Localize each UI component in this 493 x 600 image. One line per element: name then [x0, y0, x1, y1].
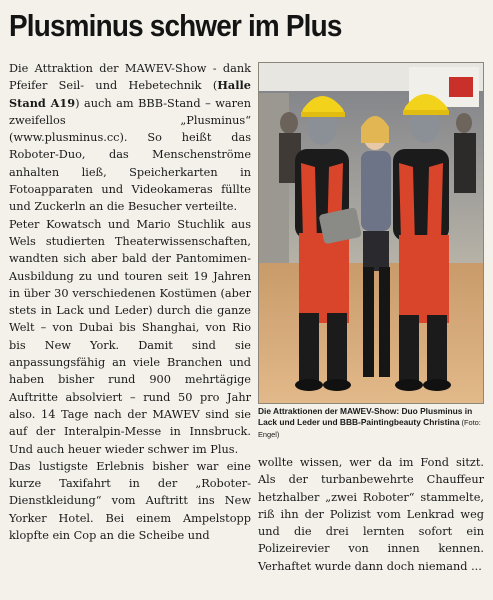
paragraph-anecdote-continued: wollte wissen, wer da im Fond sitzt. Als der turbanbewehrte Chauffeur hetzhalber „zwei Roboter“ stammelte, riß ihn der Polizist vom Lenkrad weg und die drei lernten sofort ein Polizeirevier von innen kennen. Verhaftet wurde dann doch niemand ... [258, 456, 484, 573]
visitor-head [456, 113, 472, 133]
paragraph-anecdote: Das lustigste Erlebnis bisher war eine kurze Taxifahrt in der „Roboter-Dienstkleidung“ vom Auftritt ins New Yorker Hotel. Bei einem Ampelstopp klopfte ein Cop an die Scheibe und [9, 459, 251, 543]
photo-caption [258, 406, 486, 440]
photo-credit: (Foto: Engel) [258, 418, 481, 439]
article-photo [258, 62, 484, 404]
robots-photo-illustration [259, 63, 483, 403]
caption-text: Die Attraktionen der MAWEV-Show: Duo Plusminus in Lack und Leder und BBB-Paintingbeauty Christina [258, 406, 473, 428]
visitor-body [454, 133, 476, 193]
red-sign-panel [449, 77, 473, 97]
article-body-left-column [9, 60, 251, 544]
paragraph-biography: Peter Kowatsch und Mario Stuchlik aus Wels studierten Theaterwissenschaften, wandten sich aber bald der Pantomimen-Ausbildung zu und touren seit 19 Jahren in über 30 verschiedenen Kostümen (aber stets in Lack und Leder) durch die ganze Welt – von Dubai bis Shanghai, von Rio bis New York. Damit sind sie anpassungsfähig an viele Branchen und haben bisher rund 900 mehrtägige Auftritte absolviert – rund 50 pro Jahr also. 14 Tage nach der MAWEV sind sie auf der Interalpin-Messe in Innsbruck. Und auch heuer wieder schwer im Plus. [9, 217, 251, 456]
paragraph-intro [9, 60, 251, 216]
article-headline: Plusminus schwer im Plus [9, 8, 342, 43]
article-body-right-column [258, 454, 484, 575]
stand-location: Halle Stand A19 [9, 78, 251, 110]
visitor-head [280, 112, 298, 134]
intro-text-start: Die Attraktion der MAWEV-Show - dank Pfeifer Seil- und Hebetechnik ( [9, 62, 251, 93]
intro-text-end: ) auch am BBB-Stand – waren zweifellos „Plusminus“ (www.plusminus.cc). So heißt das Roboter-Duo, das Menschenströme anhalten ließ, Speicherkarten in Fotoapparaten und Videokameras füllte und Zuckerln an die Besucher verteilte. [9, 96, 251, 214]
